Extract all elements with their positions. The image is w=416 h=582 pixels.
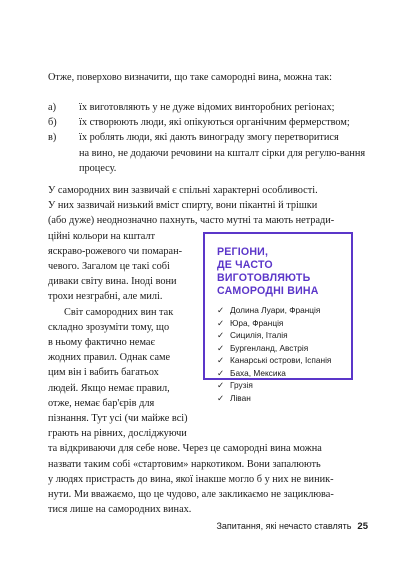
region-label: Ліван: [230, 392, 251, 403]
list-item-text: їх створюють люди, які опікуються органічним фермерством;: [79, 117, 350, 129]
list-item: [48, 115, 373, 130]
list-item: [48, 130, 373, 176]
body-line: пізнання. Тут усі (чи майже всі): [48, 413, 188, 425]
region-item: [217, 304, 341, 317]
body-line: У них зазвичай низький вміст спирту, вони пікантні й трішки: [48, 200, 318, 212]
body-line: тися лише на самородних винах.: [48, 504, 192, 516]
region-item: [217, 329, 341, 342]
body-line: людей. Якщо немає правил,: [48, 382, 170, 394]
body-line: чевого. Загалом це такі собі: [48, 261, 170, 273]
body-line: (або дуже) неоднозначно пахнуть, часто мутні та мають нетради-: [48, 215, 335, 227]
checkmark-icon: ✓: [217, 355, 225, 365]
definition-list: [48, 100, 373, 176]
sidebar-title-line: РЕГІОНИ,: [217, 246, 269, 258]
body-line: ційні кольори на кшталт: [48, 230, 156, 242]
region-label: Баха, Мексика: [230, 367, 286, 378]
running-title: Запитання, які нечасто ставлять: [216, 521, 352, 531]
region-item: [217, 367, 341, 380]
list-item-continuation: на вино, не додаючи речовини на кшталт сірки для регулю-вання процесу.: [79, 147, 366, 174]
region-item: [217, 317, 341, 330]
body-line: в ньому фактично немає: [48, 337, 155, 349]
region-label: Канарські острови, Іспанія: [230, 355, 332, 365]
body-line: Світ самородних вин так: [64, 306, 174, 318]
body-line: назвати таким собі «стартовим» наркотиком. Вони запалюють: [48, 458, 321, 470]
body-line: цим він і вабить багатьох: [48, 367, 159, 379]
region-label: Юра, Франція: [230, 317, 284, 328]
intro-paragraph: Отже, поверхово визначити, що таке самородні вина, можна так:: [48, 72, 333, 83]
region-item: [217, 379, 341, 392]
checkmark-icon: ✓: [217, 305, 225, 315]
body-line: диваки світу вина. Іноді вони: [48, 276, 177, 288]
list-item-text: їх роблять люди, які дають винограду змогу перетворитися: [79, 132, 339, 144]
list-marker: б): [48, 117, 57, 129]
body-line: нути. Ми вважаємо, що це чудово, але закликаємо не зациклюва-: [48, 489, 334, 501]
list-marker: в): [48, 132, 57, 144]
body-line: грають на рівних, досліджуючи: [48, 428, 187, 440]
body-line: складно зрозуміти тому, що: [48, 321, 170, 333]
body-line: жодних правил. Однак саме: [48, 352, 171, 364]
body-line: та відкриваючи для себе нове. Через це самородні вина можна: [48, 443, 322, 455]
body-line: яскраво-рожевого чи помаран-: [48, 245, 183, 257]
checkmark-icon: ✓: [217, 367, 225, 378]
checkmark-icon: ✓: [217, 392, 225, 403]
region-label: Сицилія, Італія: [230, 330, 288, 340]
body-line: трохи незграбні, але милі.: [48, 291, 163, 303]
region-label: Бургенланд, Австрія: [230, 342, 309, 353]
body-line: отже, немає бар'єрів для: [48, 397, 155, 409]
region-label: Долина Луари, Франція: [230, 305, 321, 315]
checkmark-icon: ✓: [217, 330, 225, 340]
sidebar-box: [203, 232, 353, 403]
checkmark-icon: ✓: [217, 317, 225, 328]
list-marker: а): [48, 102, 56, 113]
region-label: Грузія: [230, 380, 253, 390]
list-item-text: їх виготовляють у не дуже відомих винторобних регіонах;: [79, 102, 335, 113]
region-list: [217, 304, 341, 404]
sidebar-title: [217, 246, 341, 298]
region-item: [217, 392, 341, 405]
region-item: [217, 354, 341, 367]
body-line: У самородних вин зазвичай є спільні характерні особливості.: [48, 185, 318, 196]
page-footer: [216, 521, 368, 532]
checkmark-icon: ✓: [217, 380, 225, 390]
page-number: 25: [357, 521, 368, 532]
body-line: у людях пристрасть до вина, якої інакше могло б у них не виник-: [48, 473, 334, 485]
sidebar-title-line: ДЕ ЧАСТО ВИГОТОВЛЯЮТЬ: [217, 259, 311, 284]
sidebar-title-line: САМОРОДНІ ВИНА: [217, 285, 319, 297]
checkmark-icon: ✓: [217, 342, 225, 353]
list-item: [48, 100, 373, 115]
region-item: [217, 342, 341, 355]
